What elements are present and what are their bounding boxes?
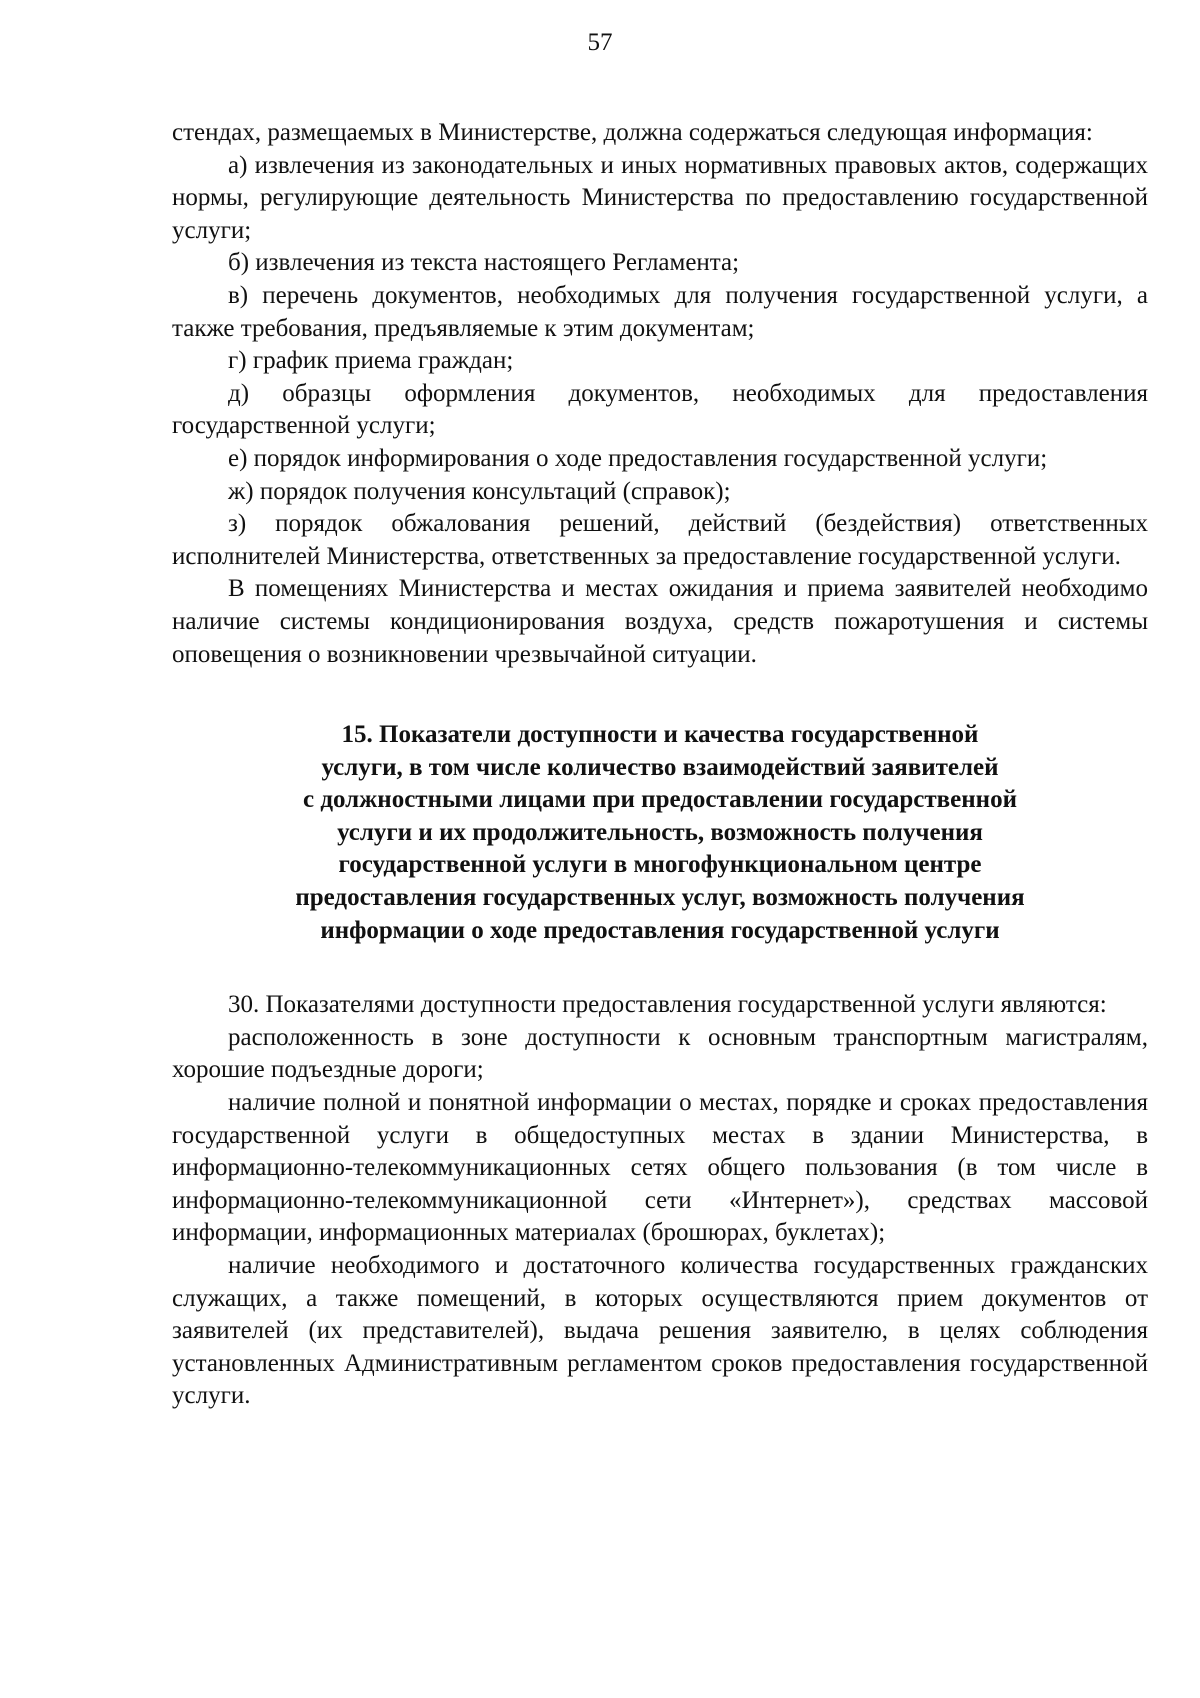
paragraph-staff: наличие необходимого и достаточного количества государственных гражданских служащих, а также помещений, в которых осуществляются прием документов от заявителей (их представителей), выдача решения заявителю, в целях соблюдения установленных Административным регламентом сроков предоставления государственной услуги. xyxy=(172,1252,1148,1410)
paragraph-premises: В помещениях Министерства и местах ожидания и приема заявителей необходимо наличие системы кондиционирования воздуха, средств пожаротушения и системы оповещения о возникновении чрезвычайной ситуации. xyxy=(172,575,1148,668)
paragraph-item-g: г) график приема граждан; xyxy=(228,347,514,375)
paragraph-item-zh: ж) порядок получения консультаций (справок); xyxy=(228,477,731,505)
paragraph-30: 30. Показателями доступности предоставления государственной услуги являются: xyxy=(228,991,1107,1019)
paragraph-item-z: з) порядок обжалования решений, действий (бездействия) ответственных исполнителей Министерства, ответственных за предоставление государственной услуги. xyxy=(172,510,1148,570)
section-heading-line: государственной услуги в многофункциональном центре xyxy=(338,851,982,879)
paragraph-item-v: в) перечень документов, необходимых для получения государственной услуги, а также требования, предъявляемые к этим документам; xyxy=(172,281,1148,342)
section-heading-line: информации о ходе предоставления государственной услуги xyxy=(320,916,1000,944)
section-heading-line: предоставления государственных услуг, возможность получения xyxy=(295,884,1025,912)
document-body xyxy=(172,117,1148,1413)
paragraph-continuation: стендах, размещаемых в Министерстве, должна содержаться следующая информация: xyxy=(172,119,1093,146)
paragraph-item-d: д) образцы оформления документов, необходимых для предоставления государственной услуги; xyxy=(172,379,1148,440)
paragraph-location: расположенность в зоне доступности к основным транспортным магистралям, хорошие подъездные дороги; xyxy=(172,1023,1148,1084)
page-number: 57 xyxy=(587,29,613,56)
section-heading-line: 15. Показатели доступности и качества государственной xyxy=(341,721,979,749)
paragraph-item-a: а) извлечения из законодательных и иных нормативных правовых актов, содержащих нормы, регулирующие деятельность Министерства по предоставлению государственной услуги; xyxy=(172,151,1148,244)
paragraph-information: наличие полной и понятной информации о местах, порядке и сроках предоставления государственной услуги в общедоступных местах в здании Министерства, в информационно-телекоммуникационных сетях общего пользования (в том числе в информационно-телекоммуникационной сети «Интернет»), средствах массовой информации, информационных материалах (брошюрах, буклетах); xyxy=(172,1089,1148,1247)
section-heading-line: с должностными лицами при предоставлении государственной xyxy=(302,786,1017,814)
section-heading xyxy=(172,719,1148,947)
paragraph-item-e: е) порядок информирования о ходе предоставления государственной услуги; xyxy=(228,444,1048,472)
section-heading-line: услуги и их продолжительность, возможность получения xyxy=(337,818,983,846)
section-heading-line: услуги, в том числе количество взаимодействий заявителей xyxy=(321,753,999,781)
paragraph-item-b: б) извлечения из текста настоящего Регламента; xyxy=(228,249,740,277)
